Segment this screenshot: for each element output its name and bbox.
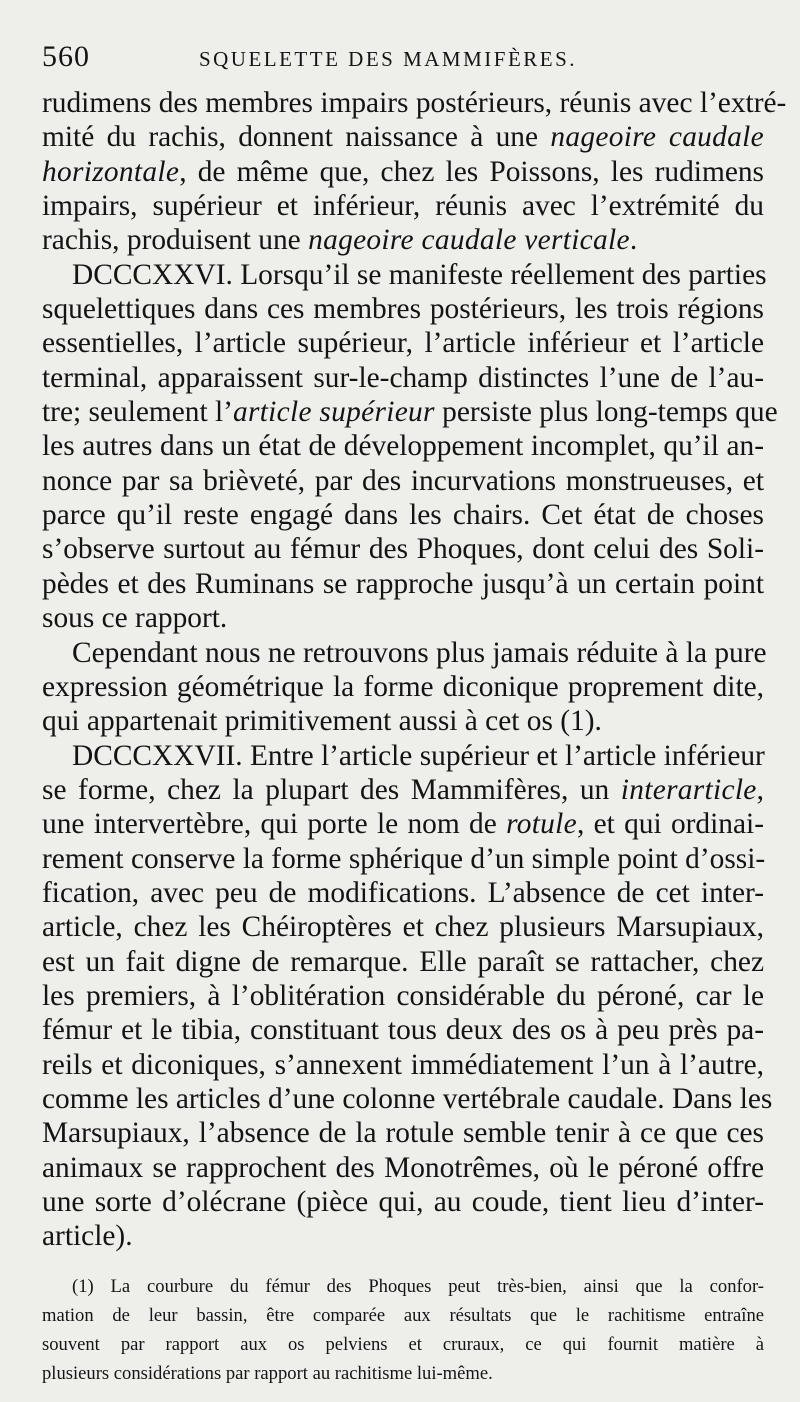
text-segment: qui appartenait primitivement aussi à cet os (1).: [42, 705, 602, 738]
text-segment: sous ce rapport.: [42, 602, 228, 635]
footnote-line: souvent par rapport aux os pelviens et cruraux, ce qui fournit matière à: [42, 1334, 764, 1356]
text-segment: se forme, chez la plupart des Mammifères, un: [42, 773, 621, 806]
text-segment: squelettiques dans ces membres postérieurs, les trois régions: [42, 293, 764, 326]
text-segment: expression géométrique la forme diconique proprement dite,: [42, 670, 764, 703]
text-segment: , de même que, chez les Poissons, les rudimens: [179, 155, 764, 188]
text-line: [42, 704, 764, 738]
text-line: [42, 1082, 773, 1116]
text-line: [42, 1116, 764, 1150]
text-segment: terminal, apparaissent sur-le-champ distinctes l’une de l’au-: [42, 361, 764, 394]
text-segment: fémur et le tibia, constituant tous deux des os à peu près pa-: [42, 1014, 764, 1047]
text-segment: nonce par sa brièveté, par des incurvations monstrueuses, et: [42, 464, 764, 497]
footnote-line: mation de leur bassin, être comparée aux résultats que le rachitisme entraîne: [42, 1304, 764, 1326]
text-line: [42, 1219, 764, 1253]
text-segment: ,: [756, 773, 764, 806]
footnote-line: (1) La courbure du fémur des Phoques peut très-bien, ainsi que la confor-: [72, 1275, 764, 1297]
text-segment: une intervertèbre, qui porte le nom de: [42, 808, 507, 841]
text-segment: les autres dans un état de développement incomplet, qu’il an-: [42, 430, 764, 463]
footnote-spacer: [42, 1254, 764, 1272]
text-line: [42, 429, 764, 463]
text-line: [42, 567, 764, 601]
running-head: SQUELETTE DES MAMMIFÈRES.: [198, 47, 578, 71]
italic-term: interarticle: [620, 773, 757, 806]
text-line: [42, 258, 767, 292]
text-line: [42, 326, 764, 360]
text-segment: mité du rachis, donnent naissance à une: [42, 121, 551, 154]
text-line: [42, 842, 764, 876]
text-segment: persiste plus long-temps que: [434, 396, 778, 429]
text-segment: comme les articles d’une colonne vertébrale caudale. Dans les: [42, 1082, 773, 1115]
text-segment: .: [629, 224, 638, 257]
text-segment: essentielles, l’article supérieur, l’article inférieur et l’article: [42, 327, 764, 360]
text-line: [42, 876, 764, 910]
text-segment: s’observe surtout au fémur des Phoques, dont celui des Soli-: [42, 533, 764, 566]
text-line: [42, 1151, 764, 1185]
text-segment: , et qui ordinai-: [576, 808, 764, 841]
text-segment: fication, avec peu de modifications. L’absence de cet inter-: [42, 876, 764, 909]
text-segment: rudimens des membres impairs postérieurs, réunis avec l’extré-: [42, 87, 787, 119]
text-line: [42, 739, 764, 773]
text-segment: rachis, produisent une: [42, 224, 309, 257]
text-segment: animaux se rapprochent des Monotrêmes, où le péroné offre: [42, 1151, 764, 1184]
italic-term: nageoire caudale: [550, 121, 764, 154]
italic-term: nageoire caudale verticale: [308, 224, 630, 257]
text-line: [42, 1013, 764, 1047]
page-header: [42, 40, 764, 86]
text-line: [42, 223, 764, 257]
text-line: [42, 120, 764, 154]
text-line: [42, 910, 764, 944]
text-segment: rement conserve la forme sphérique d’un simple point d’ossi-: [42, 842, 766, 875]
text-segment: article, chez les Chéiroptères et chez plusieurs Marsupiaux,: [42, 911, 764, 944]
text-segment: tre; seulement l’: [42, 396, 233, 429]
text-line: [42, 498, 764, 532]
text-line: [42, 670, 764, 704]
text-line: [42, 464, 764, 498]
body-text: [42, 86, 787, 1254]
text-line: [42, 292, 764, 326]
text-segment: reils et diconiques, s’annexent immédiatement l’un à l’autre,: [42, 1048, 764, 1081]
italic-term: article supérieur: [232, 396, 435, 429]
italic-term: rotule: [506, 808, 577, 841]
text-segment: pèdes et des Ruminans se rapproche jusqu’à un certain point: [42, 567, 764, 600]
text-segment: article).: [42, 1220, 133, 1253]
footnote-line: plusieurs considérations par rapport au rachitisme lui-même.: [42, 1363, 493, 1385]
text-segment: DCCCXXVI. Lorsqu’il se manifeste réellement des parties: [72, 258, 767, 291]
text-line: [42, 636, 767, 670]
text-line: [42, 807, 764, 841]
text-segment: parce qu’il reste engagé dans les chairs. Cet état de choses: [42, 499, 764, 532]
text-segment: les premiers, à l’oblitération considérable du péroné, car le: [42, 979, 764, 1012]
text-segment: une sorte d’olécrane (pièce qui, au coude, tient lieu d’inter-: [42, 1186, 764, 1218]
text-line: [42, 1048, 764, 1082]
text-line: [42, 532, 764, 566]
text-segment: Marsupiaux, l’absence de la rotule semble tenir à ce que ces: [42, 1117, 764, 1150]
text-segment: impairs, supérieur et inférieur, réunis avec l’extrémité du: [42, 190, 764, 223]
text-line: [42, 773, 764, 807]
text-line: [42, 189, 764, 223]
text-segment: Cependant nous ne retrouvons plus jamais réduite à la pure: [72, 636, 767, 669]
text-line: [42, 155, 764, 189]
text-segment: est un fait digne de remarque. Elle paraît se rattacher, chez: [42, 945, 764, 978]
text-segment: DCCCXXVII. Entre l’article supérieur et l’article inférieur: [72, 739, 765, 772]
text-line: [42, 361, 764, 395]
footnotes: [42, 1272, 764, 1389]
text-line: [42, 1185, 764, 1219]
text-line: [42, 601, 764, 635]
text-line: [42, 979, 764, 1013]
text-line: [42, 395, 778, 429]
page-number: 560: [42, 40, 90, 73]
text-line: [42, 945, 764, 979]
italic-term: horizontale: [42, 155, 180, 188]
text-line: [42, 86, 787, 120]
